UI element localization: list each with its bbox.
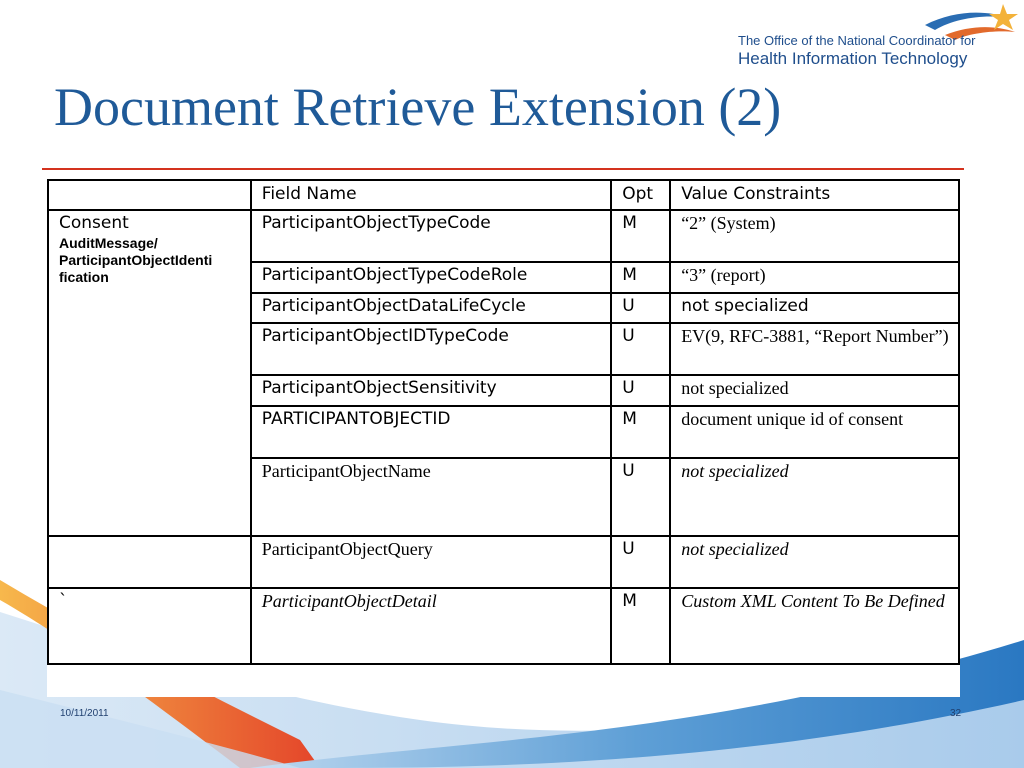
field-cell: ParticipantObjectName [251, 458, 611, 536]
field-cell: ParticipantObjectTypeCodeRole [251, 262, 611, 293]
backtick-cell: ` [48, 588, 251, 664]
table-row [48, 210, 959, 262]
opt-cell: U [611, 375, 670, 406]
header-value-constraints: Value Constraints [670, 180, 959, 210]
onc-logo [738, 33, 976, 69]
slide-title: Document Retrieve Extension (2) [54, 77, 782, 137]
opt-cell: M [611, 262, 670, 293]
row-group-sublabel: AuditMessage/ ParticipantObjectIdenti fication [59, 235, 213, 285]
empty-group-cell [48, 536, 251, 588]
opt-cell: U [611, 536, 670, 588]
field-cell: ParticipantObjectSensitivity [251, 375, 611, 406]
value-cell: not specialized [670, 536, 959, 588]
value-cell: not specialized [670, 375, 959, 406]
header-field-name: Field Name [251, 180, 611, 210]
table-row [48, 536, 959, 588]
field-cell: ParticipantObjectDataLifeCycle [251, 293, 611, 323]
slide-page-number: 32 [950, 708, 962, 719]
header-cell-empty [48, 180, 251, 210]
logo-line-2: Health Information Technology [738, 49, 968, 68]
opt-cell: M [611, 588, 670, 664]
value-cell: not specialized [670, 293, 959, 323]
value-cell: “2” (System) [670, 210, 959, 262]
opt-cell: M [611, 210, 670, 262]
header-opt: Opt [611, 180, 670, 210]
field-constraints-table [47, 179, 960, 665]
opt-cell: U [611, 323, 670, 375]
opt-cell: U [611, 458, 670, 536]
row-group-cell [48, 210, 251, 536]
title-divider [42, 168, 964, 170]
field-cell: PARTICIPANTOBJECTID [251, 406, 611, 458]
field-cell: ParticipantObjectTypeCode [251, 210, 611, 262]
value-cell: document unique id of consent [670, 406, 959, 458]
opt-cell: U [611, 293, 670, 323]
table-row [48, 588, 959, 664]
opt-cell: M [611, 406, 670, 458]
table-header-row [48, 180, 959, 210]
field-cell: ParticipantObjectIDTypeCode [251, 323, 611, 375]
field-cell: ParticipantObjectQuery [251, 536, 611, 588]
value-cell: not specialized [670, 458, 959, 536]
slide-date: 10/11/2011 [60, 708, 109, 719]
value-cell: EV(9, RFC-3881, “Report Number”) [670, 323, 959, 375]
value-cell: “3” (report) [670, 262, 959, 293]
field-cell: ParticipantObjectDetail [251, 588, 611, 664]
value-cell: Custom XML Content To Be Defined [670, 588, 959, 664]
row-group-label: Consent [59, 213, 129, 233]
table-container [47, 179, 960, 697]
logo-line-1: The Office of the National Coordinator for [738, 33, 976, 48]
